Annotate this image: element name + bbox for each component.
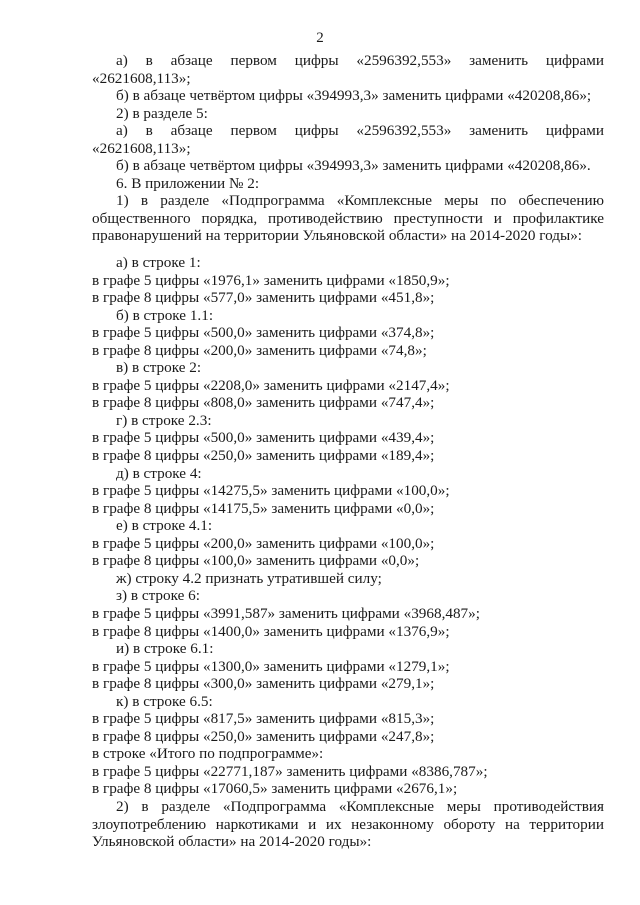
text-line: в графе 5 цифры «14275,5» заменить цифрами «100,0»; <box>92 482 450 500</box>
text-line: в графе 5 цифры «2208,0» заменить цифрами «2147,4»; <box>92 376 450 394</box>
text-line: з) в строке 6: <box>116 587 200 605</box>
text-line: б) в строке 1.1: <box>116 306 214 324</box>
text-line: и) в строке 6.1: <box>116 640 214 658</box>
text-line: в графе 8 цифры «1400,0» заменить цифрами «1376,9»; <box>92 622 450 640</box>
text-line: в графе 5 цифры «1300,0» заменить цифрами «1279,1»; <box>92 657 450 675</box>
amendments-list <box>92 254 604 851</box>
text-line: Ульяновской области» на 2014-2020 годы»: <box>92 833 372 851</box>
text-line: в графе 5 цифры «500,0» заменить цифрами «439,4»; <box>92 429 435 447</box>
text-line: 1) в разделе «Подпрограмма «Комплексные меры по обеспечению <box>116 192 604 210</box>
text-line: 2) в разделе «Подпрограмма «Комплексные меры противодействия <box>116 797 604 815</box>
text-line: д) в строке 4: <box>116 464 202 482</box>
text-line: 2) в разделе 5: <box>116 104 208 122</box>
text-line: общественного порядка, противодействию преступности и профилактике <box>92 209 604 227</box>
text-line: правонарушений на территории Ульяновской области» на 2014-2020 годы»: <box>92 227 583 245</box>
text-line: в графе 8 цифры «250,0» заменить цифрами «189,4»; <box>92 447 435 465</box>
text-line: в графе 8 цифры «100,0» заменить цифрами «0,0»; <box>92 552 420 570</box>
text-line: б) в абзаце четвёртом цифры «394993,3» заменить цифрами «420208,86». <box>116 157 591 175</box>
text-line: б) в абзаце четвёртом цифры «394993,3» заменить цифрами «420208,86»; <box>116 87 592 105</box>
text-line: ж) строку 4.2 признать утратившей силу; <box>116 569 382 587</box>
text-line: е) в строке 4.1: <box>116 517 213 535</box>
text-line: а) в абзаце первом цифры «2596392,553» заменить цифрами <box>116 122 604 140</box>
text-line: в графе 5 цифры «500,0» заменить цифрами «374,8»; <box>92 324 435 342</box>
text-line: «2621608,113»; <box>92 69 191 87</box>
text-line: в графе 5 цифры «1976,1» заменить цифрами «1850,9»; <box>92 271 450 289</box>
text-line: в) в строке 2: <box>116 359 202 377</box>
text-line: в графе 8 цифры «17060,5» заменить цифрами «2676,1»; <box>92 780 458 798</box>
text-line: к) в строке 6.5: <box>116 692 213 710</box>
text-line: в графе 5 цифры «22771,187» заменить цифрами «8386,787»; <box>92 762 488 780</box>
text-line: а) в строке 1: <box>116 254 201 272</box>
text-line: в графе 8 цифры «808,0» заменить цифрами «747,4»; <box>92 394 435 412</box>
text-line: в графе 5 цифры «200,0» заменить цифрами «100,0»; <box>92 534 435 552</box>
page-number: 2 <box>316 30 324 46</box>
text-line: 6. В приложении № 2: <box>116 174 260 192</box>
text-line: в графе 5 цифры «3991,587» заменить цифрами «3968,487»; <box>92 604 480 622</box>
text-line: злоупотреблению наркотиками и их незаконному обороту на территории <box>92 815 604 833</box>
document-body <box>92 52 604 851</box>
text-line: в графе 8 цифры «200,0» заменить цифрами «74,8»; <box>92 341 427 359</box>
text-line: в графе 5 цифры «817,5» заменить цифрами «815,3»; <box>92 710 435 728</box>
text-line: г) в строке 2.3: <box>116 411 212 429</box>
text-line: в графе 8 цифры «250,0» заменить цифрами «247,8»; <box>92 727 435 745</box>
text-line: а) в абзаце первом цифры «2596392,553» заменить цифрами <box>116 52 604 69</box>
text-line: в графе 8 цифры «300,0» заменить цифрами «279,1»; <box>92 675 435 693</box>
text-line: в строке «Итого по подпрограмме»: <box>92 745 324 763</box>
text-line: «2621608,113»; <box>92 139 191 157</box>
text-line: в графе 8 цифры «14175,5» заменить цифрами «0,0»; <box>92 499 435 517</box>
text-line: в графе 8 цифры «577,0» заменить цифрами «451,8»; <box>92 289 435 307</box>
